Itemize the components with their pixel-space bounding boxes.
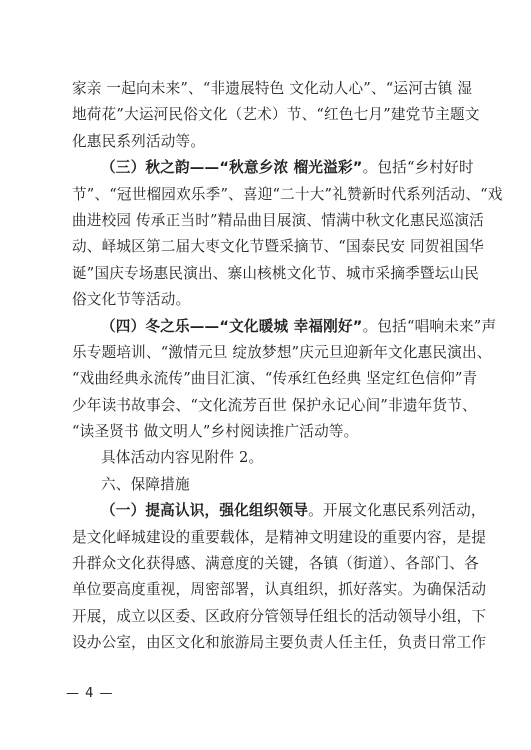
text-line: 升群众文化获得感、满意度的关键，各镇（街道）、各部门、各 [72,555,479,573]
text-line: 地荷花”大运河民俗文化（艺术）节、“红色七月”建党节主题文 [72,106,480,124]
section-heading-winter: （四）冬之乐——“文化暖城 幸福刚好”。包括“唱响未来”声 [101,317,497,335]
text-line: 家亲 一起向未来”、“非遗展特色 文化动人心”、“运河古镇 湿 [72,80,473,97]
page-number: — 4 — [66,686,114,701]
text-line: 设办公室，由区文化和旅游局主要负责人任主任，负责日常工作 [72,634,487,652]
text-line: 节”、“冠世榴园欢乐季”、喜迎“二十大”礼赞新时代系列活动、“戏 [72,185,503,203]
document-body [72,76,503,657]
text-line: 是文化峄城建设的重要载体，是精神文明建设的重要内容，是提 [72,528,487,546]
section-title-safeguards: 六、保障措施 [101,475,190,493]
text-line: 曲进校园 传承正当时”精品曲目展演、情满中秋文化惠民巡演活 [72,211,484,229]
text-line: 动、峄城区第二届大枣文化节暨采摘节、“国泰民安 同贺祖国华 [72,238,484,256]
text-line: 单位要高度重视，周密部署，认真组织，抓好落实。为确保活动 [72,581,487,599]
text-line: 少年读书故事会、“文化流芳百世 保护永记心间”非遗年货节、 [72,396,477,414]
text-line: 俗文化节等活动。 [72,291,191,309]
text-line: 开展，成立以区委、区政府分管领导任组长的活动领导小组，下 [72,607,487,625]
text-line: 诞”国庆专场惠民演出、寨山核桃文化节、城市采摘季暨坛山民 [72,264,480,282]
section-heading-autumn: （三）秋之韵——“秋意乡浓 榴光溢彩”。包括“乡村好时 [101,159,474,177]
section-heading-leadership: （一）提高认识，强化组织领导。开展文化惠民系列活动， [101,502,486,520]
text-line: 乐专题培训、“激情元旦 绽放梦想”庆元旦迎新年文化惠民演出、 [72,343,492,361]
text-line: “戏曲经典永流传”曲目汇演、“传承红色经典 坚定红色信仰”青 [72,370,478,388]
text-line: 化惠民系列活动等。 [72,132,206,150]
text-line: “读圣贤书 做文明人”乡村阅读推广活动等。 [72,423,359,441]
attachment-note: 具体活动内容见附件 2。 [101,449,264,467]
